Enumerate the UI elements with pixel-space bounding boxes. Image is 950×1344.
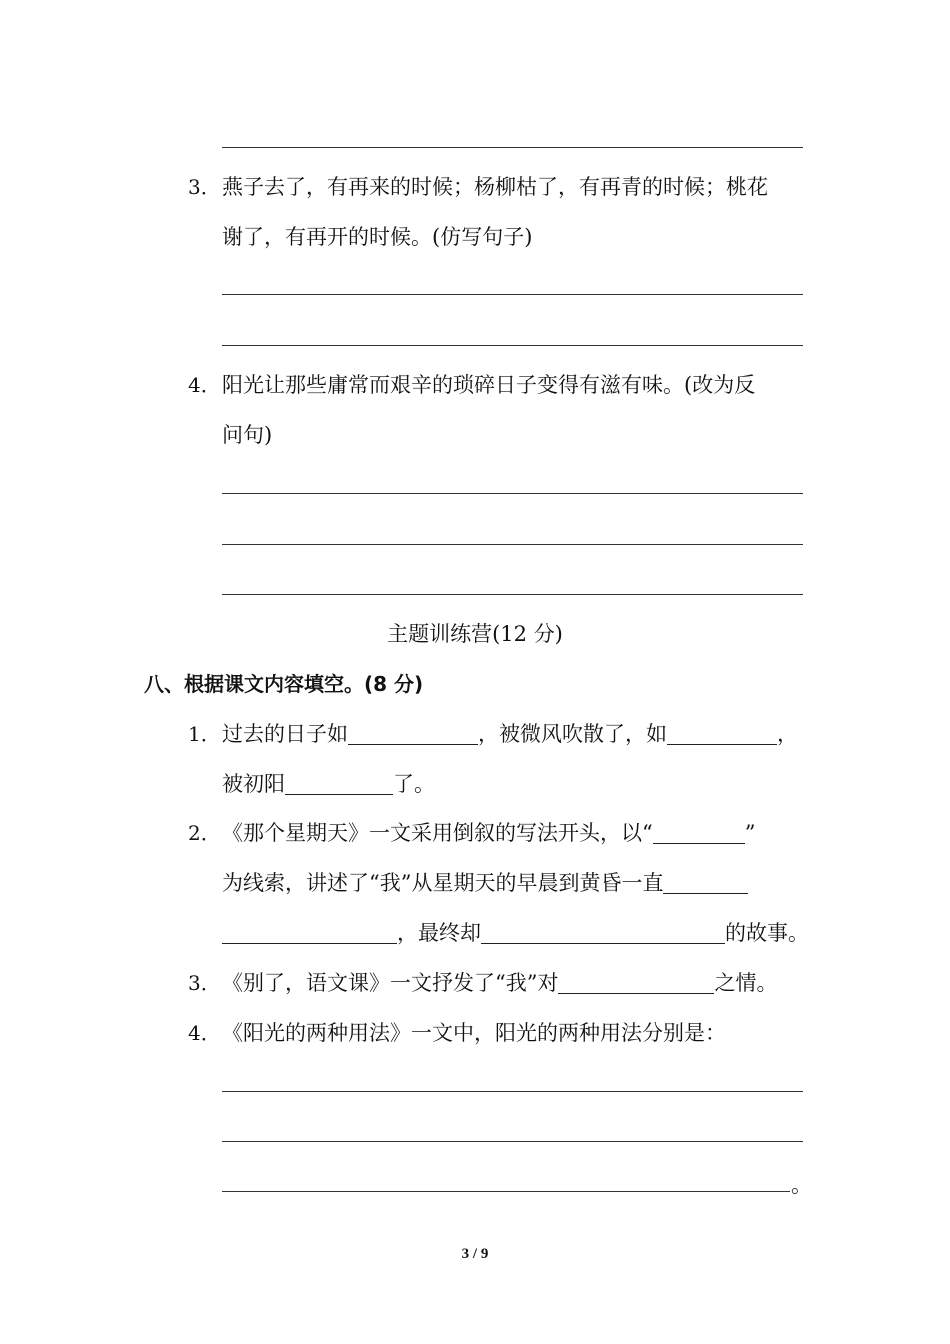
item-3-text-a: 《别了，语文课》一文抒发了“我”对	[222, 971, 559, 995]
item-4-line1: 《阳光的两种用法》一文中，阳光的两种用法分别是：	[222, 1021, 726, 1045]
item-2-line2	[222, 868, 748, 898]
item-3-number: 3．	[188, 971, 221, 995]
item-1-number: 1．	[188, 722, 221, 746]
item-1-line1	[222, 719, 798, 749]
question-4-text-line1: 阳光让那些庸常而艰辛的琐碎日子变得有滋有味。(改为反	[222, 373, 756, 397]
question-3-text-line1: 燕子去了，有再来的时候；杨柳枯了，有再青的时候；桃花	[222, 175, 768, 199]
fill-blank[interactable]	[667, 722, 777, 745]
section-title: 主题训练营(12 分)	[387, 622, 563, 646]
fill-blank[interactable]	[558, 971, 714, 994]
answer-line[interactable]	[222, 1191, 790, 1192]
item-1-text-e: 了。	[393, 772, 435, 796]
item-1-text-c: ，	[777, 722, 798, 746]
question-4-number: 4．	[188, 373, 221, 397]
item-2-line1	[222, 818, 755, 848]
fill-blank[interactable]	[481, 921, 725, 944]
answer-line[interactable]	[222, 147, 803, 148]
answer-line[interactable]	[222, 493, 803, 494]
item-1-text-d: 被初阳	[222, 772, 285, 796]
item-2-number: 2．	[188, 821, 221, 845]
fill-blank[interactable]	[222, 921, 397, 944]
question-3-number: 3．	[188, 175, 221, 199]
item-3-line1	[222, 968, 777, 998]
item-3-text-b: 之情。	[714, 971, 778, 995]
question-3-text-line2: 谢了，有再开的时候。(仿写句子)	[222, 225, 533, 249]
fill-blank[interactable]	[663, 871, 748, 894]
answer-line[interactable]	[222, 594, 803, 595]
fill-blank[interactable]	[285, 772, 393, 795]
item-2-text-a: 《那个星期天》一文采用倒叙的写法开头，以“	[222, 821, 653, 845]
item-2-text-b: ”	[744, 821, 756, 845]
item-1-text-a: 过去的日子如	[222, 722, 348, 746]
question-4-text-line2: 问句)	[222, 423, 273, 447]
item-2-text-d: ，最终却	[397, 921, 481, 945]
section-8-heading: 八、根据课文内容填空。(8 分)	[144, 672, 424, 696]
item-2-text-c: 为线索，讲述了“我”从星期天的早晨到黄昏一直	[222, 871, 664, 895]
answer-line[interactable]	[222, 1091, 803, 1092]
item-1-line2	[222, 769, 435, 799]
page-number: 3 / 9	[461, 1246, 489, 1262]
fill-blank[interactable]	[348, 722, 478, 745]
item-2-line3	[222, 918, 809, 948]
item-4-end-mark: 。	[791, 1173, 812, 1197]
answer-line[interactable]	[222, 294, 803, 295]
item-2-text-e: 的故事。	[725, 921, 809, 945]
answer-line[interactable]	[222, 1141, 803, 1142]
fill-blank[interactable]	[653, 821, 745, 844]
answer-line[interactable]	[222, 345, 803, 346]
answer-line[interactable]	[222, 544, 803, 545]
item-1-text-b: ，被微风吹散了，如	[478, 722, 667, 746]
item-4-number: 4．	[188, 1021, 221, 1045]
